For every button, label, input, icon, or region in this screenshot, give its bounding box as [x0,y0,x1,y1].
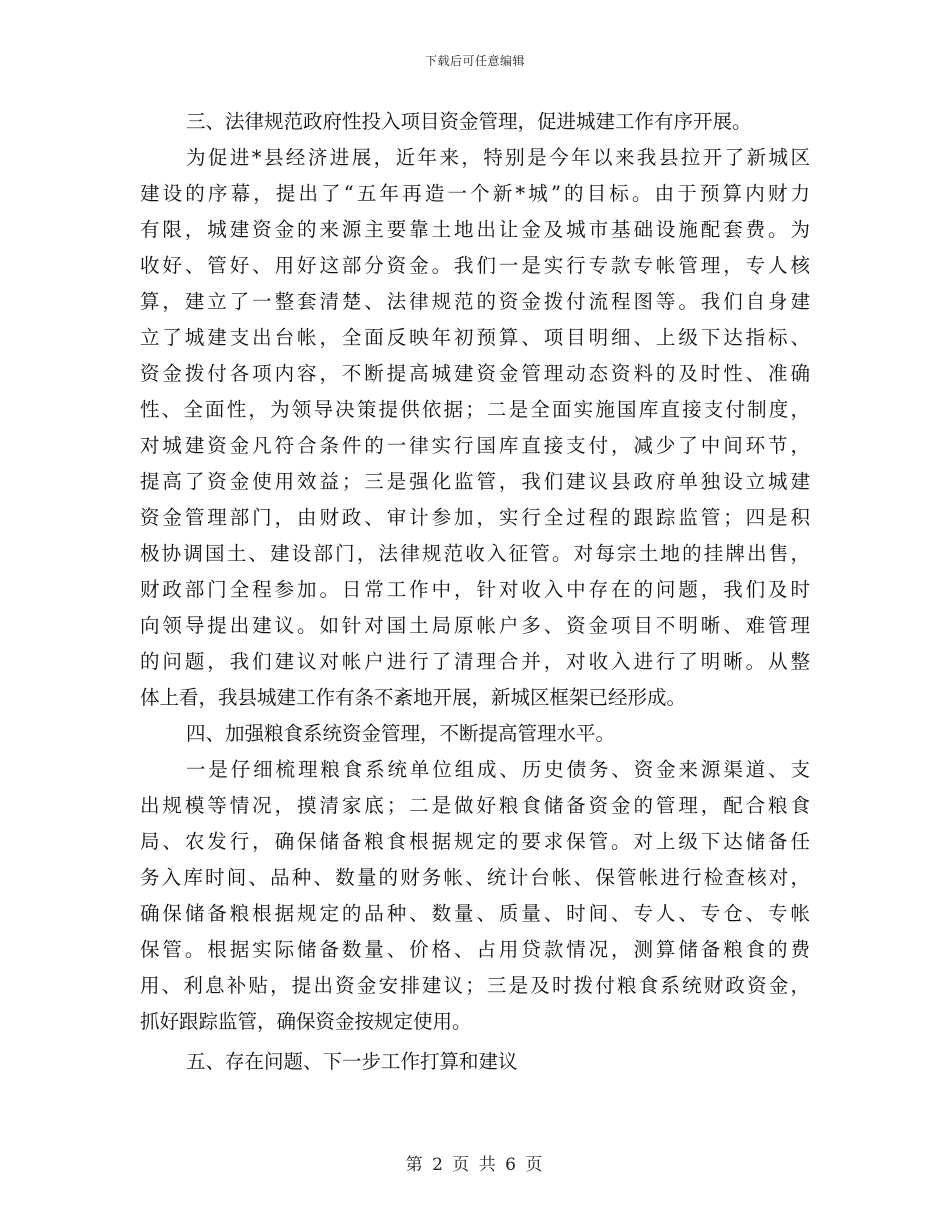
text-line: 的问题，我们建议对帐户进行了清理合并，对收入进行了明晰。从整 [140,650,810,673]
text-line: 一是仔细梳理粮食系统单位组成、历史债务、资金来源渠道、支 [186,758,810,781]
text-line: 确保储备粮根据规定的品种、数量、质量、时间、专人、专仓、专帐 [140,902,810,925]
text-line: 出规模等情况，摸清家底；二是做好粮食储备资金的管理，配合粮食 [140,794,810,817]
text-line: 用、利息补贴，提出资金安排建议；三是及时拨付粮食系统财政资金， [140,974,810,997]
text-line: 算，建立了一整套清楚、法律规范的资金拨付流程图等。我们自身建 [140,290,810,313]
text-line: 保管。根据实际储备数量、价格、占用贷款情况，测算储备粮食的费 [140,938,810,961]
page-number: 第 2 页 共 6 页 [405,1155,545,1175]
text-line: 向领导提出建议。如针对国土局原帐户多、资金项目不明晰、难管理 [140,614,810,637]
text-line: 提高了资金使用效益；三是强化监管，我们建议县政府单独设立城建 [140,470,810,493]
text-line: 建设的序幕，提出了“五年再造一个新*城”的目标。由于预算内财力 [140,182,810,205]
text-line: 体上看，我县城建工作有条不紊地开展，新城区框架已经形成。 [140,686,687,709]
section-heading-5 [140,1044,810,1080]
page-header: 下载后可任意编辑 [424,54,525,68]
text-line: 局、农发行，确保储备粮食根据规定的要求保管。对上级下达储备任 [140,830,810,853]
text-line: 五、存在问题、下一步工作打算和建议 [186,1050,518,1073]
text-line: 性、全面性，为领导决策提供依据；二是全面实施国库直接支付制度， [140,398,810,421]
document-body [140,104,810,1080]
paragraph [140,140,810,716]
text-line: 为促进*县经济进展，近年来，特别是今年以来我县拉开了新城区 [186,146,810,169]
text-line: 资金管理部门，由财政、审计参加，实行全过程的跟踪监管；四是积 [140,506,810,529]
text-line: 对城建资金凡符合条件的一律实行国库直接支付，减少了中间环节， [140,434,810,457]
text-line: 三、法律规范政府性投入项目资金管理，促进城建工作有序开展。 [186,110,752,133]
section-heading-3 [140,104,810,140]
text-line: 抓好跟踪监管，确保资金按规定使用。 [140,1010,472,1033]
text-line: 收好、管好、用好这部分资金。我们一是实行专款专帐管理，专人核 [140,254,810,277]
text-line: 立了城建支出台帐，全面反映年初预算、项目明细、上级下达指标、 [140,326,810,349]
text-line: 有限，城建资金的来源主要靠土地出让金及城市基础设施配套费。为 [140,218,810,241]
text-line: 资金拨付各项内容，不断提高城建资金管理动态资料的及时性、准确 [140,362,810,385]
paragraph [140,752,810,1040]
text-line: 务入库时间、品种、数量的财务帐、统计台帐、保管帐进行检查核对， [140,866,810,889]
text-line: 极协调国土、建设部门，法律规范收入征管。对每宗土地的挂牌出售， [140,542,810,565]
text-line: 四、加强粮食系统资金管理，不断提高管理水平。 [186,722,616,745]
section-heading-4 [140,716,810,752]
text-line: 财政部门全程参加。日常工作中，针对收入中存在的问题，我们及时 [140,578,810,601]
